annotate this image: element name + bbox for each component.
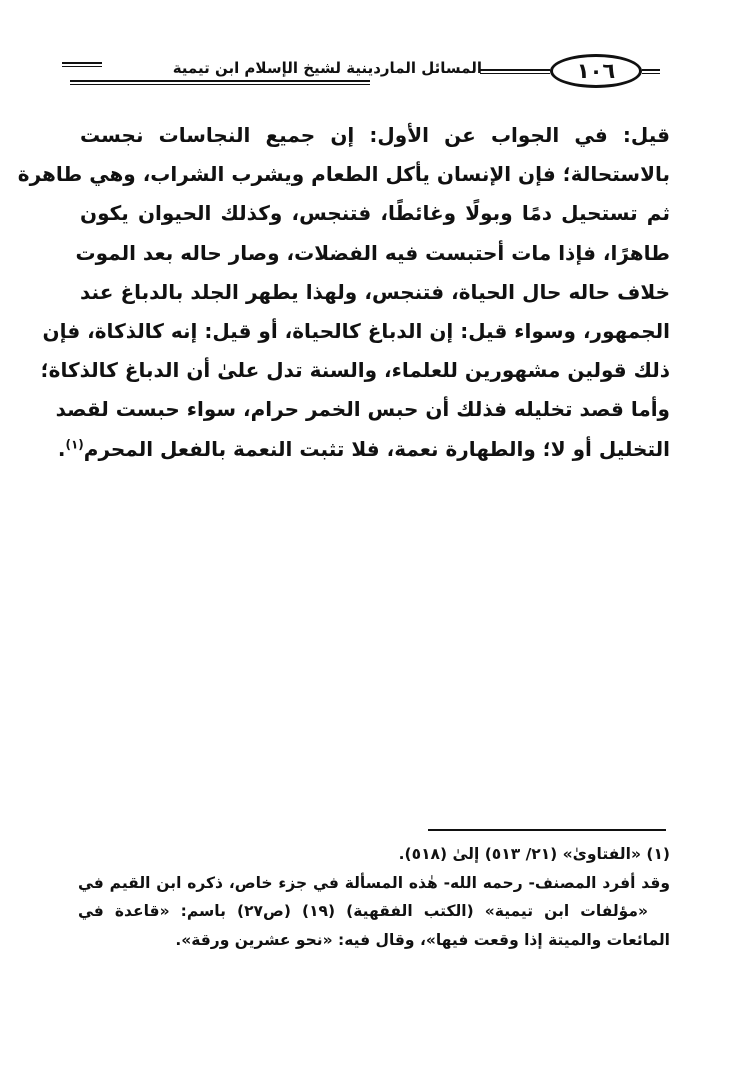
footnote-line: المائعات والميتة إذا وقعت فيها»، وقال فيه: «نحو عشرين ورقة». [175, 930, 670, 949]
text-line: وأما قصد تخليله فذلك أن حبس الخمر حرام، سواء حبست لقصد [55, 397, 670, 422]
title-underline-thin [70, 84, 370, 85]
footnote-line: (١) «الفتاوىٰ» (٢١/ ٥١٣) إلىٰ (٥١٨). [398, 845, 670, 863]
sentence-end: . [57, 436, 66, 461]
header-rule-right-thin [480, 73, 550, 74]
footnote-line: وقد أفرد المصنف- رحمه الله- هٰذه المسألة في جزء خاص، ذكره ابن القيم في [78, 873, 670, 892]
text-line: بالاستحالة؛ فإن الإنسان يأكل الطعام ويشرب الشراب، وهي طاهرة [17, 162, 670, 187]
header-rule-far-right-thin [642, 73, 660, 74]
header-rule-far-right [642, 69, 660, 71]
text-line: قيل: في الجواب عن الأول: إن جميع النجاسات نجست [80, 123, 670, 147]
footnotes [78, 840, 670, 954]
title-underline [70, 80, 370, 82]
page-number: ١٠٦ [550, 54, 642, 88]
header-rule-left-thin [62, 66, 102, 67]
page-header [62, 50, 660, 94]
text-line-last [57, 430, 670, 469]
main-text [17, 116, 670, 469]
text-line: طاهرًا، فإذا مات أحتبست فيه الفضلات، وصار حاله بعد الموت [75, 240, 670, 265]
footnote-line: «مؤلفات ابن تيمية» (الكتب الفقهية) (١٩) (ص٢٧) باسم: «قاعدة في [78, 902, 648, 920]
footnote-reference: (١) [65, 436, 84, 451]
footnote-divider [428, 829, 666, 831]
text-line: الجمهور، وسواء قيل: إن الدباغ كالحياة، أو قيل: إنه كالذكاة، فإن [42, 319, 670, 344]
header-rule-right [480, 69, 550, 71]
text-line: ذلك قولين مشهورين للعلماء، والسنة تدل علىٰ أن الدباغ كالذكاة؛ [40, 358, 670, 383]
header-rule-left [62, 62, 102, 64]
text-line: ثم تستحيل دمًا وبولًا وغائطًا، فتنجس، وكذلك الحيوان يكون [80, 201, 670, 226]
running-title: المسائل الماردينية لشيخ الإسلام ابن تيمية [172, 59, 482, 77]
text-line: خلاف حاله حال الحياة، فتنجس، ولهذا يطهر الجلد بالدباغ عند [80, 279, 670, 304]
text-line-content: التخليل أو لا؛ والطهارة نعمة، فلا تثبت النعمة بالفعل المحرم [83, 436, 670, 461]
